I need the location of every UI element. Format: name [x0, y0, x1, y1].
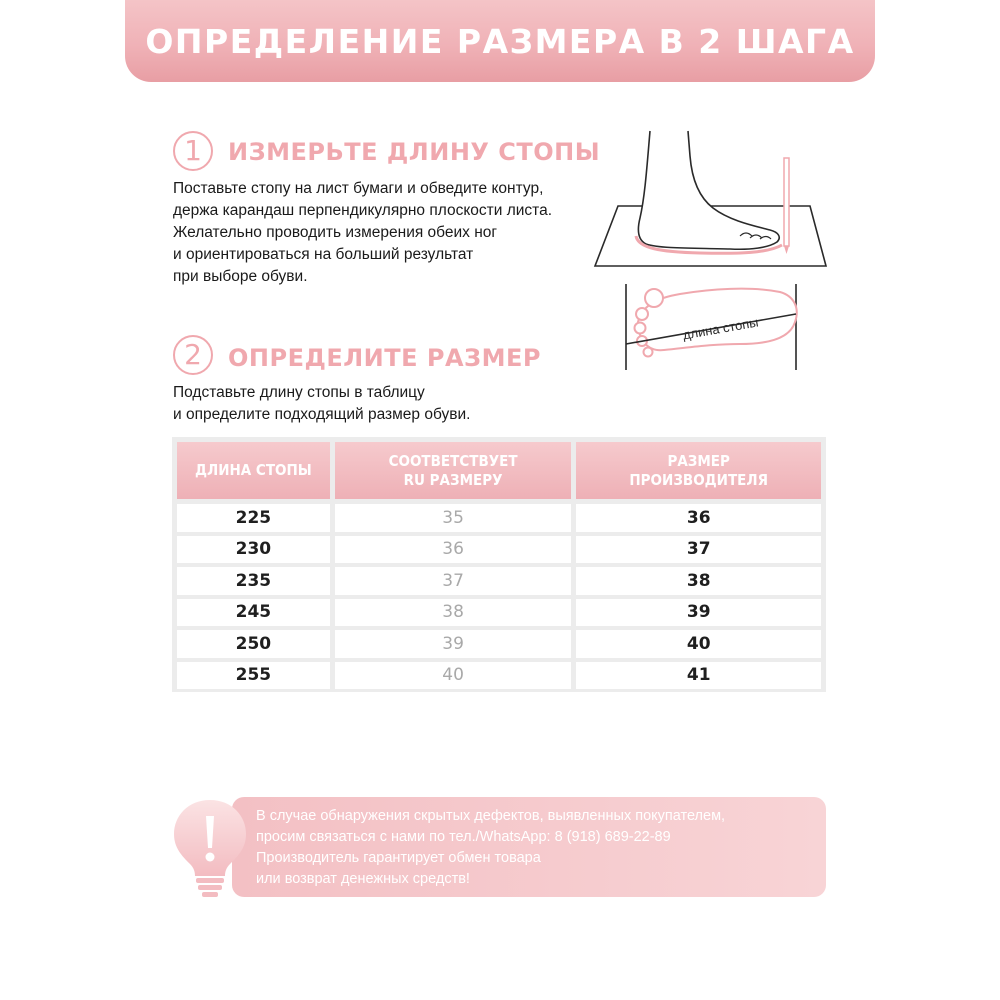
- header-foot-length: ДЛИНА СТОПЫ: [177, 442, 330, 499]
- cell-foot-length: 245: [177, 599, 330, 627]
- step-1-title: ИЗМЕРЬТЕ ДЛИНУ СТОПЫ: [228, 138, 601, 166]
- warning-bulb-icon: [170, 796, 250, 898]
- step-1-line: держа карандаш перпендикулярно плоскости листа.: [173, 202, 553, 219]
- notice-line: или возврат денежных средств!: [256, 871, 470, 887]
- cell-maker-size: 37: [576, 536, 821, 564]
- header-ru-size: СООТВЕТСТВУЕТ RU РАЗМЕРУ: [335, 442, 572, 499]
- cell-maker-size: 39: [576, 599, 821, 627]
- table-row: [177, 662, 821, 690]
- cell-foot-length: 225: [177, 504, 330, 532]
- cell-ru-size: 40: [335, 662, 572, 690]
- notice-text: [256, 806, 725, 890]
- footprint-top-view: [626, 284, 797, 370]
- table-row: [177, 536, 821, 564]
- cell-maker-size: 41: [576, 662, 821, 690]
- cell-foot-length: 250: [177, 630, 330, 658]
- cell-maker-size: 38: [576, 567, 821, 595]
- step-2-instructions: [173, 382, 470, 426]
- notice-line: просим связаться с нами по тел./WhatsApp: 8 (918) 689-22-89: [256, 829, 671, 845]
- step-1-line: Желательно проводить измерения обеих ног: [173, 224, 498, 241]
- step-2-line: и определите подходящий размер обуви.: [173, 406, 471, 423]
- cell-ru-size: 39: [335, 630, 572, 658]
- step-1-instructions: [173, 178, 552, 288]
- step-1-line: Поставьте стопу на лист бумаги и обведите контур,: [173, 180, 544, 197]
- header-banner: [125, 0, 875, 82]
- foot-side: [638, 131, 779, 249]
- table-row: [177, 504, 821, 532]
- pencil: [784, 158, 789, 246]
- page-title: ОПРЕДЕЛЕНИЕ РАЗМЕРА В 2 ШАГА: [145, 21, 855, 61]
- cell-maker-size: 36: [576, 504, 821, 532]
- cell-ru-size: 36: [335, 536, 572, 564]
- step-1-line: и ориентироваться на больший результат: [173, 246, 474, 263]
- table-row: [177, 567, 821, 595]
- cell-foot-length: 255: [177, 662, 330, 690]
- cell-ru-size: 35: [335, 504, 572, 532]
- table-row: [177, 599, 821, 627]
- length-label: длина стопы: [681, 314, 760, 343]
- cell-ru-size: 38: [335, 599, 572, 627]
- step-2-number: 2: [173, 335, 213, 375]
- notice-line: В случае обнаружения скрытых дефектов, выявленных покупателем,: [256, 808, 726, 824]
- header-maker-size: РАЗМЕР ПРОИЗВОДИТЕЛЯ: [576, 442, 821, 499]
- cell-foot-length: 235: [177, 567, 330, 595]
- size-table: [172, 437, 826, 692]
- step-2-title: ОПРЕДЕЛИТЕ РАЗМЕР: [228, 344, 541, 372]
- step-1-number: 1: [173, 131, 213, 171]
- cell-maker-size: 40: [576, 630, 821, 658]
- foot-measure-icon: [590, 126, 835, 376]
- step-2-line: Подставьте длину стопы в таблицу: [173, 384, 425, 401]
- cell-ru-size: 37: [335, 567, 572, 595]
- cell-foot-length: 230: [177, 536, 330, 564]
- table-header-row: [177, 442, 821, 499]
- notice-line: Производитель гарантирует обмен товара: [256, 850, 541, 866]
- warranty-notice: [232, 797, 826, 897]
- table-row: [177, 630, 821, 658]
- step-1-line: при выборе обуви.: [173, 268, 308, 285]
